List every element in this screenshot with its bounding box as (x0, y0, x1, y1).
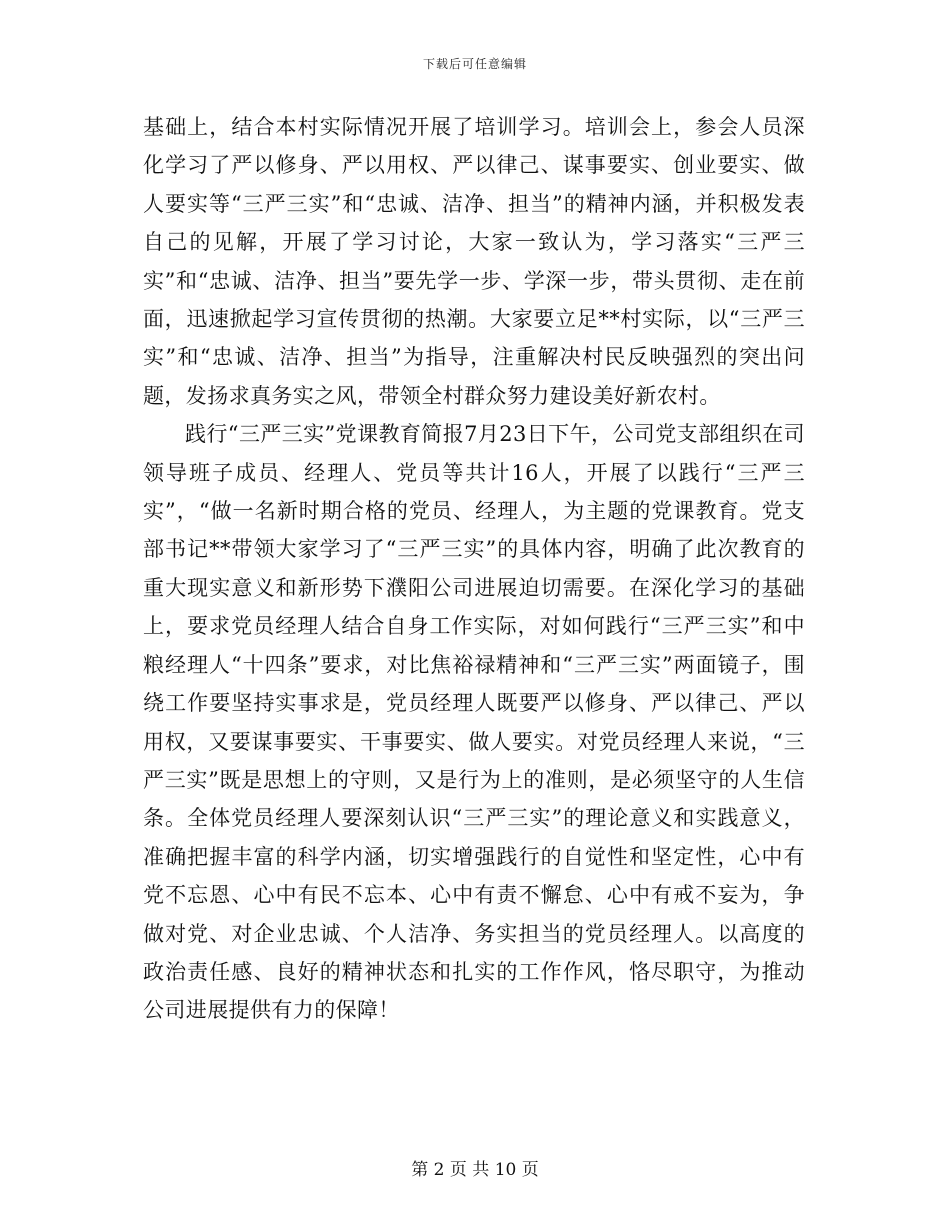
page-number-footer: 第 2 页 共 10 页 (411, 1160, 539, 1180)
header-note: 下载后可任意编辑 (422, 57, 527, 71)
paragraph-continued: 基础上，结合本村实际情况开展了培训学习。培训会上，参会人员深化学习了严以修身、严以用权、严以律己、谋事要实、创业要实、做人要实等“三严三实”和“忠诚、洁净、担当”的精神内涵，并积极发表自己的见解，开展了学习讨论，大家一致认为，学习落实“三严三实”和“忠诚、洁净、担当”要先学一步、学深一步，带头贯彻、走在前面，迅速掀起学习宣传贯彻的热潮。大家要立足**村实际，以“三严三实”和“忠诚、洁净、担当”为指导，注重解决村民反映强烈的突出问题，发扬求真务实之风，带领全村群众努力建设美好新农村。 (143, 115, 805, 408)
paragraph-briefing: 践行“三严三实”党课教育简报7月23日下午，公司党支部组织在司领导班子成员、经理人、党员等共计16人，开展了以践行“三严三实”，“做一名新时期合格的党员、经理人，为主题的党课教育。党支部书记**带领大家学习了“三严三实”的具体内容，明确了此次教育的重大现实意义和新形势下濮阳公司进展迫切需要。在深化学习的基础上，要求党员经理人结合自身工作实际，对如何践行“三严三实”和中粮经理人“十四条”要求，对比焦裕禄精神和“三严三实”两面镜子，围绕工作要坚持实事求是，党员经理人既要严以修身、严以律己、严以用权，又要谋事要实、干事要实、做人要实。对党员经理人来说，“三严三实”既是思想上的守则，又是行为上的准则，是必须坚守的人生信条。全体党员经理人要深刻认识“三严三实”的理论意义和实践意义，准确把握丰富的科学内涵，切实增强践行的自觉性和坚定性，心中有党不忘恩、心中有民不忘本、心中有责不懈怠、心中有戒不妄为，争做对党、对企业忠诚、个人洁净、务实担当的党员经理人。以高度的政治责任感、良好的精神状态和扎实的工作作风，恪尽职守，为推动公司进展提供有力的保障！ (143, 422, 805, 1023)
document-body (143, 108, 805, 1030)
